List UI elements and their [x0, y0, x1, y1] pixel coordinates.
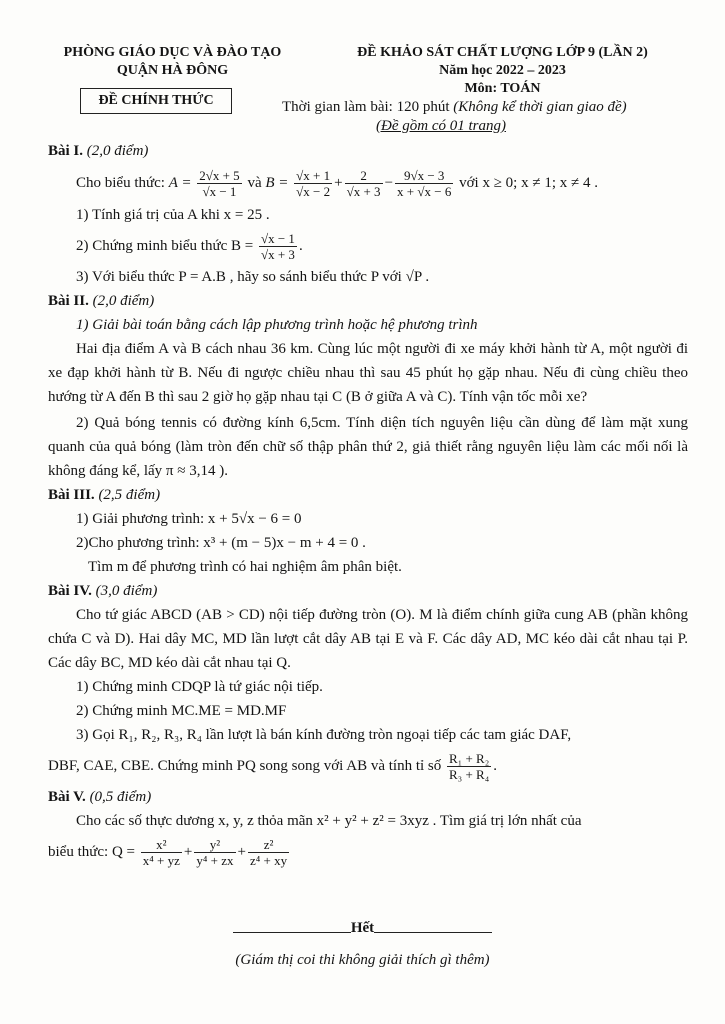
fraction-q1: $\frac{\text{x²}}{\text{x⁴ + yz}}$ — [142, 837, 180, 869]
bai4-intro: Cho tứ giác ABCD (AB > CD) nội tiếp đường tròn (O). M là điểm chính giữa cung AB (phần không chứa C và D). Hai dây MC, MD lần lượt cắt dây AB tại E và F. Các dây AD, MC kéo dài cắt nhau tại P. Các dây BC, MD kéo dài cắt nhau tại Q. — [48, 607, 688, 671]
bai2-heading: Bài II. (2,0 điểm) — [48, 293, 155, 309]
bai1-q2: 2) Chứng minh biểu thức B = $\frac{√x - 1}{√x + 3}$ . — [76, 231, 303, 263]
bai3-q1: 1) Giải phương trình: x + 5√x − 6 = 0 — [76, 511, 302, 527]
exam-header — [310, 44, 695, 98]
bai4-q2: 2) Chứng minh MC.ME = MD.MF — [76, 703, 287, 719]
page-count-note: (Đề gồm có 01 trang) — [376, 118, 506, 134]
official-label-box: ĐỀ CHÍNH THỨC — [80, 88, 232, 114]
bai1-expressions: Cho biểu thức: A = $\frac{2√x + 5}{√x - 1}$ và B = $\frac{√x + 1}{√x - 2}$ + $\frac{2}{√x + 3}$ − $\frac{9√x - 3}{x + √x - 6}$ với x ≥ 0; x ≠ 1; x ≠ 4 . — [76, 168, 598, 200]
proctor-note: (Giám thị coi thi không giải thích gì thêm) — [235, 952, 490, 968]
bai2-q1-title: 1) Giải bài toán bằng cách lập phương trình hoặc hệ phương trình — [76, 317, 478, 333]
bai5-expression: biểu thức: Q = $\frac{\text{x²}}{\text{x⁴ + yz}}$ + $\frac{\text{y²}}{\text{y⁴ + zx}}$ + $\frac{\text{z²}}{\text{z⁴ + xy}}$ — [48, 837, 288, 869]
end-marker — [215, 920, 510, 937]
bai1-heading: Bài I. (2,0 điểm) — [48, 143, 149, 159]
fraction-ratio: $\frac{\text{R₁ + R₂}}{\text{R₃ + R₄}}$ — [449, 751, 490, 783]
fraction-q3: $\frac{\text{z²}}{\text{z⁴ + xy}}$ — [249, 837, 288, 869]
duration-note: (Không kể thời gian giao đề) — [453, 99, 627, 115]
bai3-heading: Bài III. (2,5 điểm) — [48, 487, 161, 503]
fraction-A: $\frac{2√x + 5}{√x - 1}$ — [199, 168, 240, 200]
district-name: QUẬN HÀ ĐÔNG — [116, 63, 229, 78]
bai1-q3: 3) Với biểu thức P = A.B , hãy so sánh biểu thức P với √P . — [76, 269, 430, 285]
duration-text: Thời gian làm bài: 120 phút — [282, 99, 450, 115]
end-label: Hết — [350, 920, 375, 936]
bai3-q2: 2)Cho phương trình: x³ + (m − 5)x − m + 4 = 0 . — [76, 535, 366, 551]
department-header — [40, 44, 305, 80]
fraction-B2: $\frac{2}{√x + 3}$ — [346, 168, 381, 200]
end-line-left — [233, 932, 351, 933]
bai4-q3-line1: 3) Gọi R₁, R₂, R₃, R₄ lần lượt là bán kính đường tròn ngoại tiếp các tam giác DAF, — [76, 727, 572, 743]
bai2-q1-text: Hai địa điểm A và B cách nhau 36 km. Cùng lúc một người đi xe máy khởi hành từ A, một người đi xe đạp khởi hành từ B. Nếu đi ngược chiều nhau thì sau 45 phút họ gặp nhau. Nếu đi cùng chiều theo hướng từ A đến B thì sau 2 giờ họ gặp nhau tại C (B ở giữa A và C). Tính vận tốc mỗi xe? — [48, 341, 688, 405]
exam-duration — [282, 98, 702, 116]
department-name: PHÒNG GIÁO DỤC VÀ ĐÀO TẠO — [63, 45, 282, 60]
exam-body — [48, 139, 688, 871]
fraction-B3: $\frac{9√x - 3}{x + √x - 6}$ — [397, 168, 452, 200]
exam-title: ĐỀ KHẢO SÁT CHẤT LƯỢNG LỚP 9 (LẦN 2) — [357, 45, 648, 60]
bai5-heading: Bài V. (0,5 điểm) — [48, 789, 152, 805]
bai4-q3-line2: DBF, CAE, CBE. Chứng minh PQ song song với AB và tính tỉ số $\frac{\text{R₁ + R₂}}{\text{R₃ + R₄}}$ . — [48, 751, 497, 783]
bai5-intro: Cho các số thực dương x, y, z thỏa mãn x² + y² + z² = 3xyz . Tìm giá trị lớn nhất của — [76, 813, 582, 829]
subject: Môn: TOÁN — [464, 81, 541, 96]
fraction-q2: $\frac{√x - 1}{√x + 3}$ — [260, 231, 295, 263]
bai4-heading: Bài IV. (3,0 điểm) — [48, 583, 158, 599]
bai2-q2-text: 2) Quả bóng tennis có đường kính 6,5cm. Tính diện tích nguyên liệu cần dùng để làm mặt xung quanh của quả bóng (làm tròn đến chữ số thập phân thứ 2, giả thiết rằng nguyên liệu làm các mối nối là không đáng kể, lấy π ≈ 3,14 ). — [48, 415, 688, 479]
bai3-q2-task: Tìm m để phương trình có hai nghiệm âm phân biệt. — [88, 559, 402, 575]
fraction-B1: $\frac{√x + 1}{√x - 2}$ — [296, 168, 331, 200]
school-year: Năm học 2022 – 2023 — [439, 63, 566, 78]
fraction-q2-term: $\frac{\text{y²}}{\text{y⁴ + zx}}$ — [196, 837, 234, 869]
bai1-q1: 1) Tính giá trị của A khi x = 25 . — [76, 207, 270, 223]
bai4-q1: 1) Chứng minh CDQP là tứ giác nội tiếp. — [76, 679, 323, 695]
end-line-right — [374, 932, 492, 933]
